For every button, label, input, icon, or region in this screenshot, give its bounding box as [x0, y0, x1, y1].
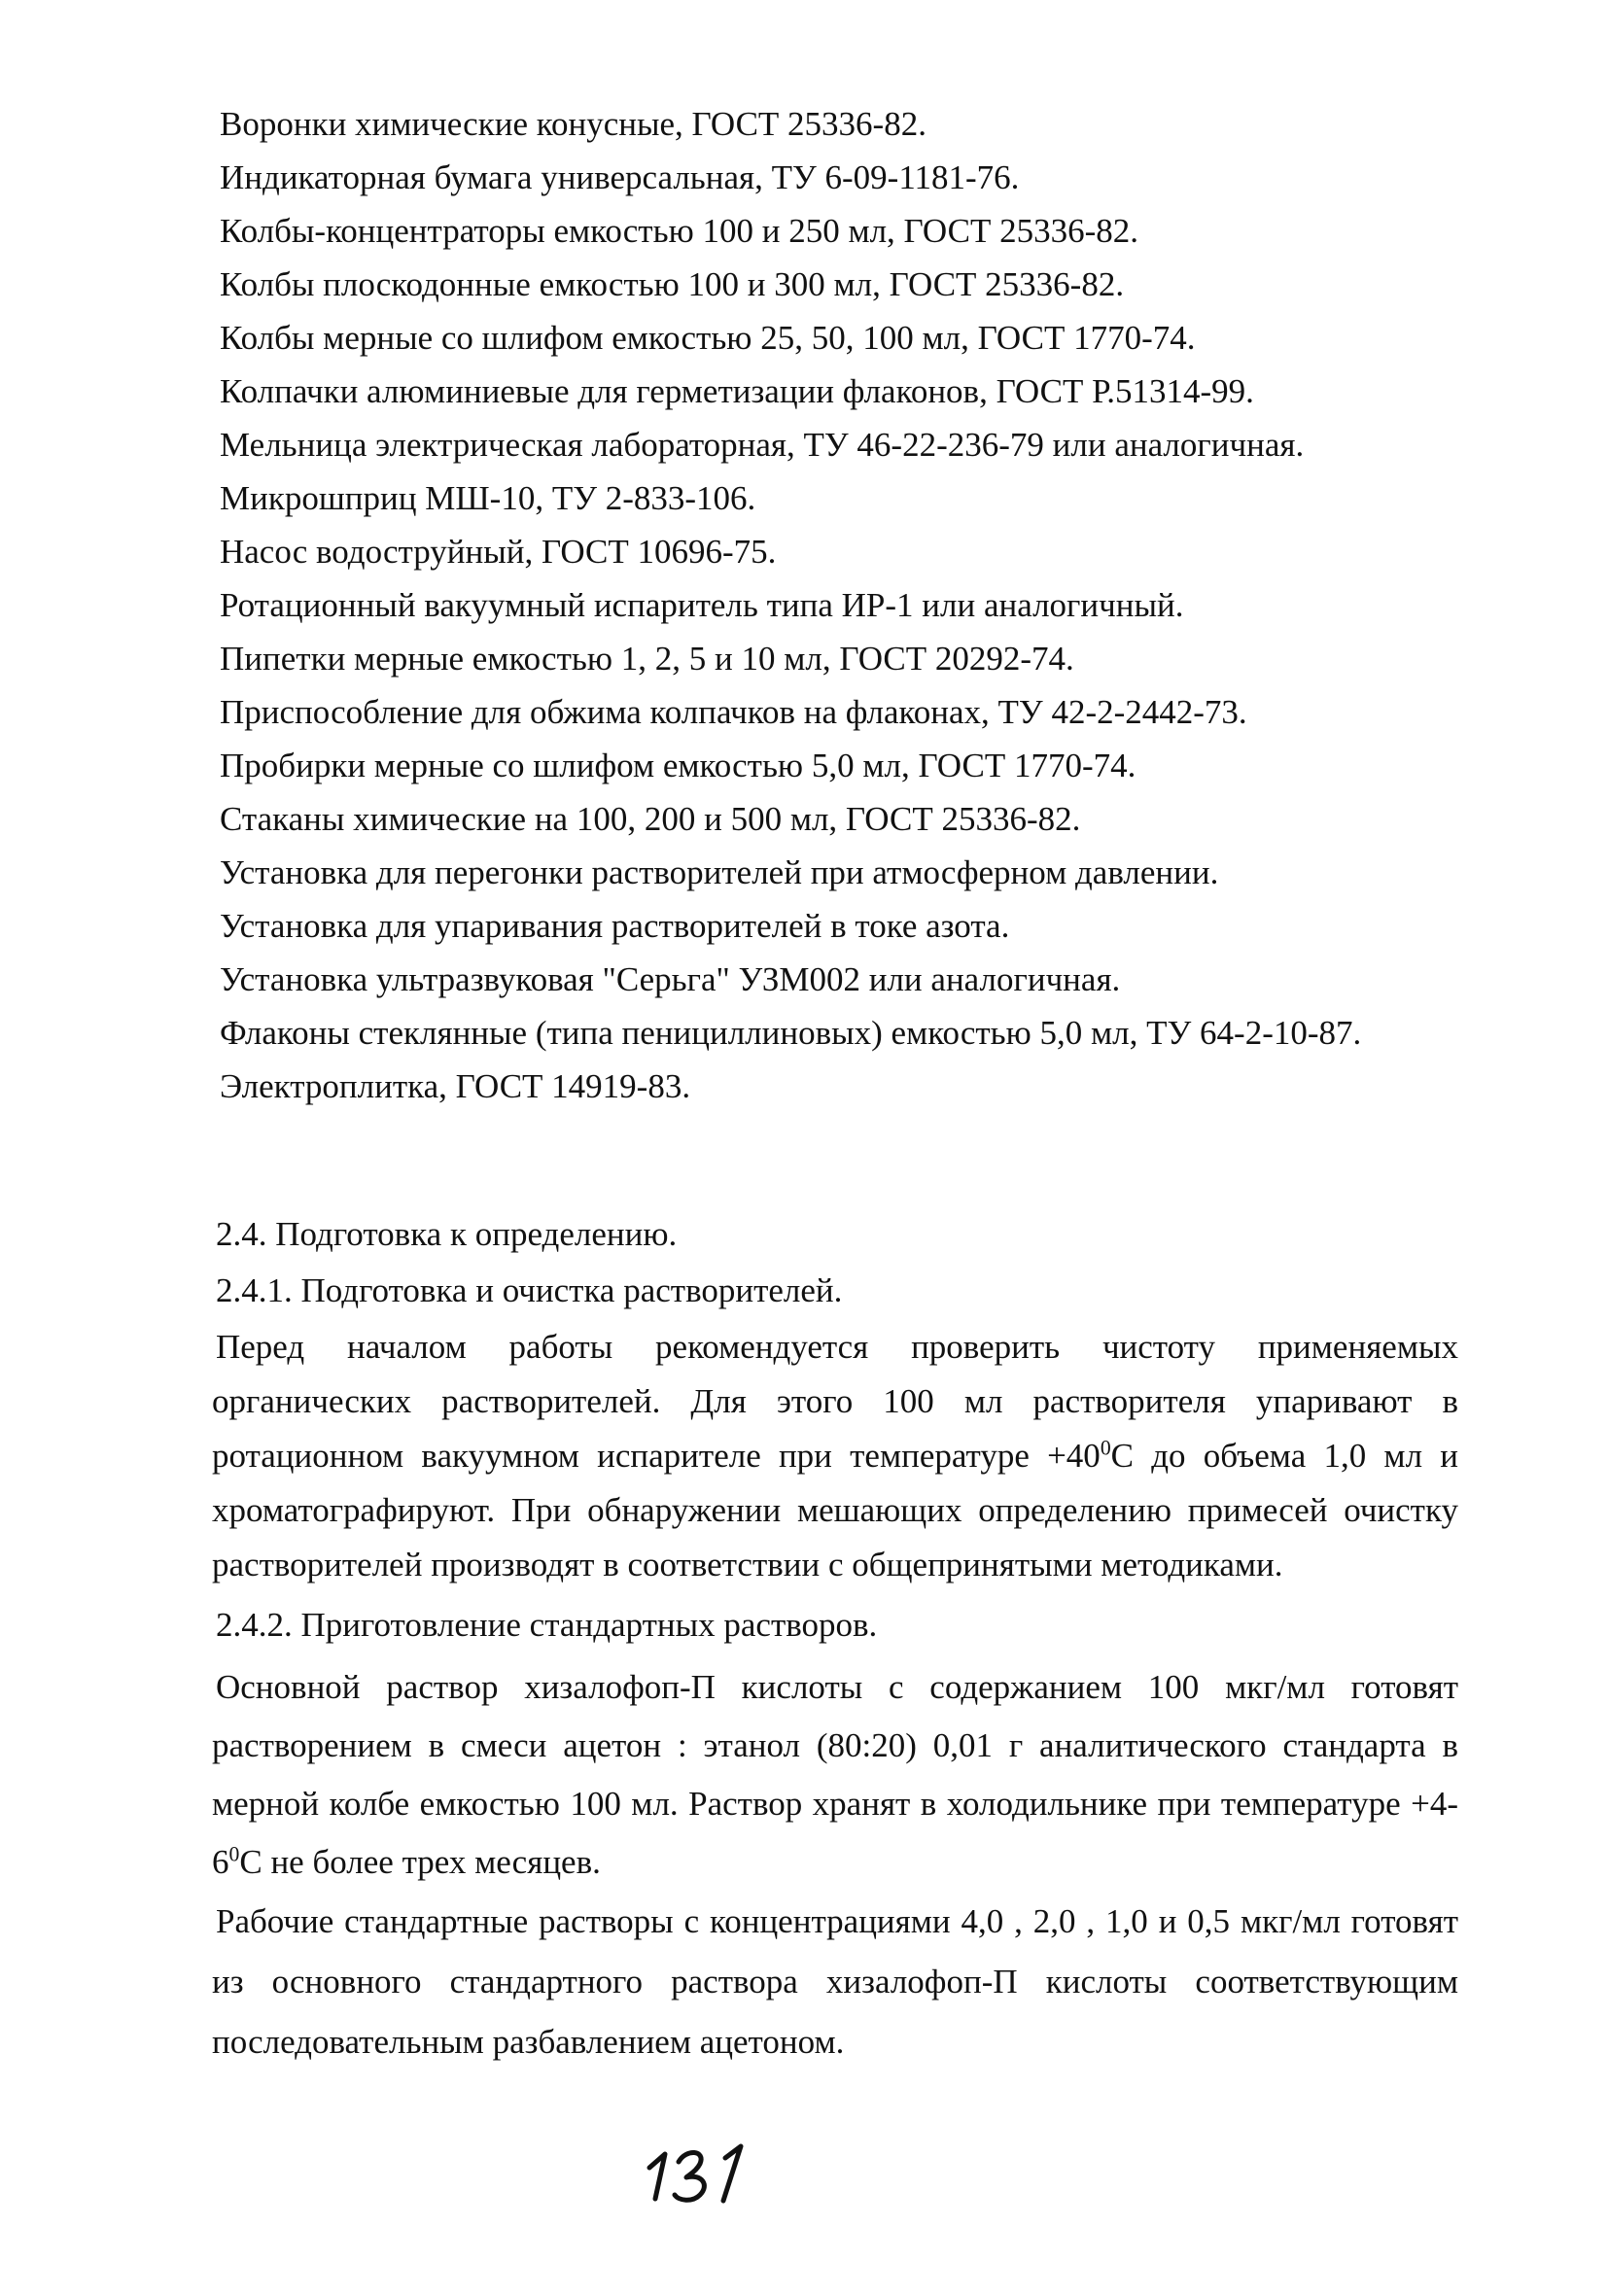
equipment-item: Установка для перегонки растворителей при атмосферном давлении.: [220, 853, 1219, 891]
para-2-text-b: С не более трех месяцев.: [239, 1843, 601, 1881]
equipment-item: Насос водоструйный, ГОСТ 10696-75.: [220, 533, 777, 571]
equipment-item: Флаконы стеклянные (типа пенициллиновых) емкостью 5,0 мл, ТУ 64-2-10-87.: [220, 1014, 1362, 1052]
paragraph-working-solutions: Рабочие стандартные растворы с концентрациями 4,0 , 2,0 , 1,0 и 0,5 мкг/мл готовят из основного стандартного раствора хизалофоп-П кислоты соответствующим последовательным разбавлением ацетоном.: [212, 1902, 1458, 2061]
equipment-item: Ротационный вакуумный испаритель типа ИР-1 или аналогичный.: [220, 586, 1184, 624]
equipment-item: Индикаторная бумага универсальная, ТУ 6-09-1181-76.: [220, 158, 1020, 196]
para-2-text-a: Основной раствор хизалофоп-П кислоты с содержанием 100 мкг/мл готовят растворением в смеси ацетон : этанол (80:20) 0,01 г аналитического стандарта в мерной колбе емкостью 100 мл. Раствор хранят в холодильнике при температуре +4-6: [212, 1668, 1458, 1881]
equipment-item: Колбы плоскодонные емкостью 100 и 300 мл, ГОСТ 25336-82.: [220, 265, 1125, 303]
equipment-item: Установка для упаривания растворителей в токе азота.: [220, 907, 1010, 945]
degree-sup: 0: [1100, 1436, 1111, 1460]
equipment-item: Установка ультразвуковая "Серьга" УЗМ002 или аналогичная.: [220, 960, 1121, 998]
section-2-4-2-heading: 2.4.2. Приготовление стандартных растворов.: [216, 1606, 878, 1644]
equipment-item: Пробирки мерные со шлифом емкостью 5,0 мл, ГОСТ 1770-74.: [220, 747, 1136, 784]
equipment-item: Пипетки мерные емкостью 1, 2, 5 и 10 мл, ГОСТ 20292-74.: [220, 640, 1074, 678]
para-1-text-a: Перед началом работы рекомендуется проверить чистоту применяемых органических растворителей. Для этого 100 мл растворителя упаривают в ротационном вакуумном испарителе при температуре +40: [212, 1328, 1458, 1475]
paragraph-solvent-purity: [212, 1320, 1458, 1592]
equipment-item: Колбы-концентраторы емкостью 100 и 250 мл, ГОСТ 25336-82.: [220, 212, 1138, 250]
equipment-item: Колпачки алюминиевые для герметизации флаконов, ГОСТ Р.51314-99.: [220, 372, 1254, 410]
handwritten-page-number: [632, 2135, 768, 2212]
degree-sup: 0: [228, 1842, 240, 1866]
equipment-item: Стаканы химические на 100, 200 и 500 мл, ГОСТ 25336-82.: [220, 800, 1081, 838]
equipment-list: [220, 97, 1484, 1113]
equipment-item: Микрошприц МШ-10, ТУ 2-833-106.: [220, 479, 756, 517]
equipment-item: Колбы мерные со шлифом емкостью 25, 50, 100 мл, ГОСТ 1770-74.: [220, 319, 1196, 357]
equipment-item: Приспособление для обжима колпачков на флаконах, ТУ 42-2-2442-73.: [220, 693, 1247, 731]
para-1-text-b: С до объема 1,0 мл и хроматографируют. При обнаружении мешающих определению примесей очистку растворителей производят в соответствии с общепринятыми методиками.: [212, 1437, 1458, 1583]
paragraph-stock-solution: [212, 1658, 1458, 1892]
section-2-4-1-heading: 2.4.1. Подготовка и очистка растворителей.: [216, 1271, 843, 1309]
equipment-item: Мельница электрическая лабораторная, ТУ 46-22-236-79 или аналогичная.: [220, 426, 1305, 464]
equipment-item: Электроплитка, ГОСТ 14919-83.: [220, 1067, 691, 1105]
equipment-item: Воронки химические конусные, ГОСТ 25336-82.: [220, 105, 926, 143]
section-2-4-heading: 2.4. Подготовка к определению.: [216, 1215, 678, 1253]
